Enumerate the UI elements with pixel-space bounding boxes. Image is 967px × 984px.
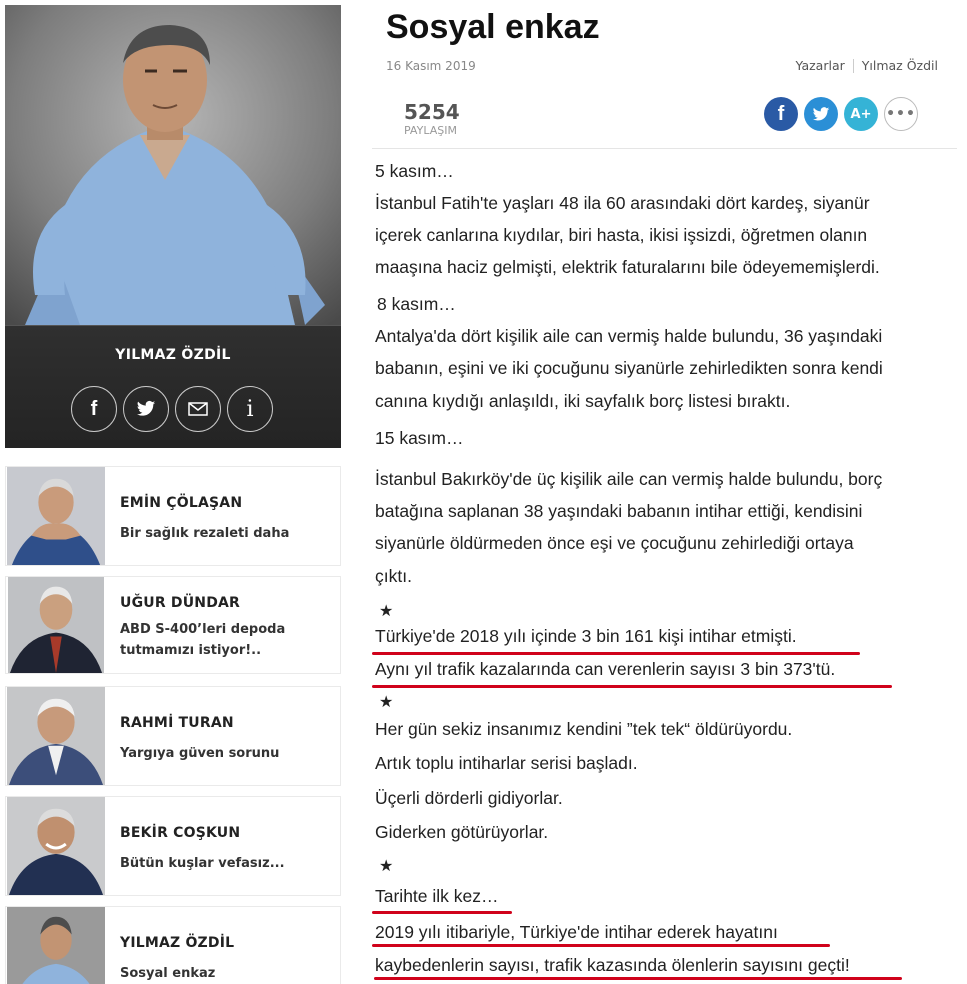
author-name: YILMAZ ÖZDİL bbox=[115, 347, 231, 363]
article-line-highlighted: Tarihte ilk kez… bbox=[375, 886, 499, 906]
facebook-icon[interactable]: f bbox=[71, 386, 117, 432]
writer-name: UĞUR DÜNDAR bbox=[120, 595, 241, 611]
article-line: canına kıydığı anlaşıldı, iki sayfalık borç listesi bıraktı. bbox=[375, 391, 791, 411]
writer-thumb bbox=[6, 907, 106, 984]
article-line: Antalya'da dört kişilik aile can vermiş halde bulundu, 36 yaşındaki bbox=[375, 326, 883, 346]
facebook-share-button[interactable]: f bbox=[764, 97, 798, 131]
article-line: Artık toplu intiharlar serisi başladı. bbox=[375, 753, 638, 773]
writer-item-rahmi-turan[interactable] bbox=[5, 686, 341, 786]
article-line: içerek canlarına kıydılar, biri hasta, ikisi işsizdi, öğretmen olanın bbox=[375, 225, 868, 245]
writer-title[interactable]: Bütün kuşlar vefasız... bbox=[120, 856, 285, 871]
writer-item-emin-colasan[interactable] bbox=[5, 466, 341, 566]
twitter-icon[interactable] bbox=[123, 386, 169, 432]
article-line: İstanbul Fatih'te yaşları 48 ila 60 arasındaki dört kardeş, siyanür bbox=[375, 193, 870, 213]
article-line-highlighted: Aynı yıl trafik kazalarında can verenlerin sayısı 3 bin 373'tü. bbox=[375, 659, 836, 679]
writer-title[interactable]: Sosyal enkaz bbox=[120, 966, 216, 981]
writer-thumb bbox=[6, 687, 106, 785]
share-count: 5254 bbox=[404, 100, 460, 124]
more-options-button[interactable]: ••• bbox=[884, 97, 918, 131]
article-line: babanın, eşini ve iki çocuğunu siyanürle zehirledikten sonra kendi bbox=[375, 358, 883, 378]
breadcrumb bbox=[796, 58, 938, 73]
writer-thumb bbox=[6, 797, 106, 895]
article-line: İstanbul Bakırköy'de üç kişilik aile can vermiş halde bulundu, borç bbox=[375, 469, 883, 489]
article-line: batağına saplanan 38 yaşındaki babanın intihar ettiği, kendisini bbox=[375, 501, 863, 521]
writer-item-yilmaz-ozdil[interactable] bbox=[5, 906, 341, 984]
writer-item-ugur-dundar[interactable] bbox=[5, 576, 341, 674]
star-separator: ★ bbox=[379, 603, 394, 620]
article-line: Giderken götürüyorlar. bbox=[375, 822, 549, 842]
author-photo bbox=[5, 5, 341, 325]
article-line: Üçerli dörderli gidiyorlar. bbox=[375, 788, 563, 808]
star-separator: ★ bbox=[379, 858, 394, 875]
article-line: Her gün sekiz insanımız kendini ”tek tek“ öldürüyordu. bbox=[375, 719, 793, 739]
share-buttons bbox=[764, 97, 918, 131]
writer-name: YILMAZ ÖZDİL bbox=[120, 935, 235, 951]
author-card bbox=[5, 5, 341, 448]
article bbox=[362, 0, 967, 984]
red-underline bbox=[372, 944, 830, 947]
article-line: siyanürle öldürmeden önce eşi ve çocuğunu zehirlediği ortaya bbox=[375, 533, 854, 553]
article-line-highlighted: kaybedenlerin sayısı, trafik kazasında ölenlerin sayısını geçti! bbox=[375, 955, 850, 975]
info-icon[interactable]: i bbox=[227, 386, 273, 432]
writer-title[interactable]: Bir sağlık rezaleti daha bbox=[120, 526, 290, 541]
red-underline bbox=[372, 652, 860, 655]
breadcrumb-separator bbox=[853, 59, 854, 73]
red-underline bbox=[374, 977, 902, 980]
article-title: Sosyal enkaz bbox=[386, 8, 600, 46]
breadcrumb-author[interactable]: Yılmaz Özdil bbox=[861, 58, 938, 73]
article-line: çıktı. bbox=[375, 566, 412, 586]
article-line: 15 kasım… bbox=[375, 428, 464, 448]
writer-name: RAHMİ TURAN bbox=[120, 715, 234, 731]
red-underline bbox=[372, 911, 512, 914]
article-date: 16 Kasım 2019 bbox=[386, 59, 476, 73]
writer-name: EMİN ÇÖLAŞAN bbox=[120, 495, 243, 511]
breadcrumb-yazarlar[interactable]: Yazarlar bbox=[795, 58, 845, 73]
article-line: maaşına haciz gelmişti, elektrik faturalarını bile ödeyememişlerdi. bbox=[375, 257, 880, 277]
writer-thumb bbox=[6, 577, 106, 673]
author-social-row bbox=[71, 386, 273, 432]
article-line-highlighted: 2019 yılı itibariyle, Türkiye'de intihar ederek hayatını bbox=[375, 922, 778, 942]
writer-thumb bbox=[6, 467, 106, 565]
article-line-highlighted: Türkiye'de 2018 yılı içinde 3 bin 161 kişi intihar etmişti. bbox=[375, 626, 797, 646]
article-line: 8 kasım… bbox=[377, 294, 456, 314]
writer-item-bekir-coskun[interactable] bbox=[5, 796, 341, 896]
writer-title[interactable]: ABD S-400’leri depoda tutmamızı istiyor!.. bbox=[120, 622, 286, 658]
twitter-share-button[interactable] bbox=[804, 97, 838, 131]
writer-list bbox=[5, 466, 341, 984]
font-size-button[interactable]: A+ bbox=[844, 97, 878, 131]
article-line: 5 kasım… bbox=[375, 161, 454, 181]
mail-icon[interactable] bbox=[175, 386, 221, 432]
header-divider bbox=[372, 148, 957, 149]
star-separator: ★ bbox=[379, 694, 394, 711]
writer-name: BEKİR COŞKUN bbox=[120, 825, 241, 841]
red-underline bbox=[372, 685, 892, 688]
writer-title[interactable]: Yargıya güven sorunu bbox=[120, 746, 280, 761]
share-label: PAYLAŞIM bbox=[404, 124, 457, 137]
